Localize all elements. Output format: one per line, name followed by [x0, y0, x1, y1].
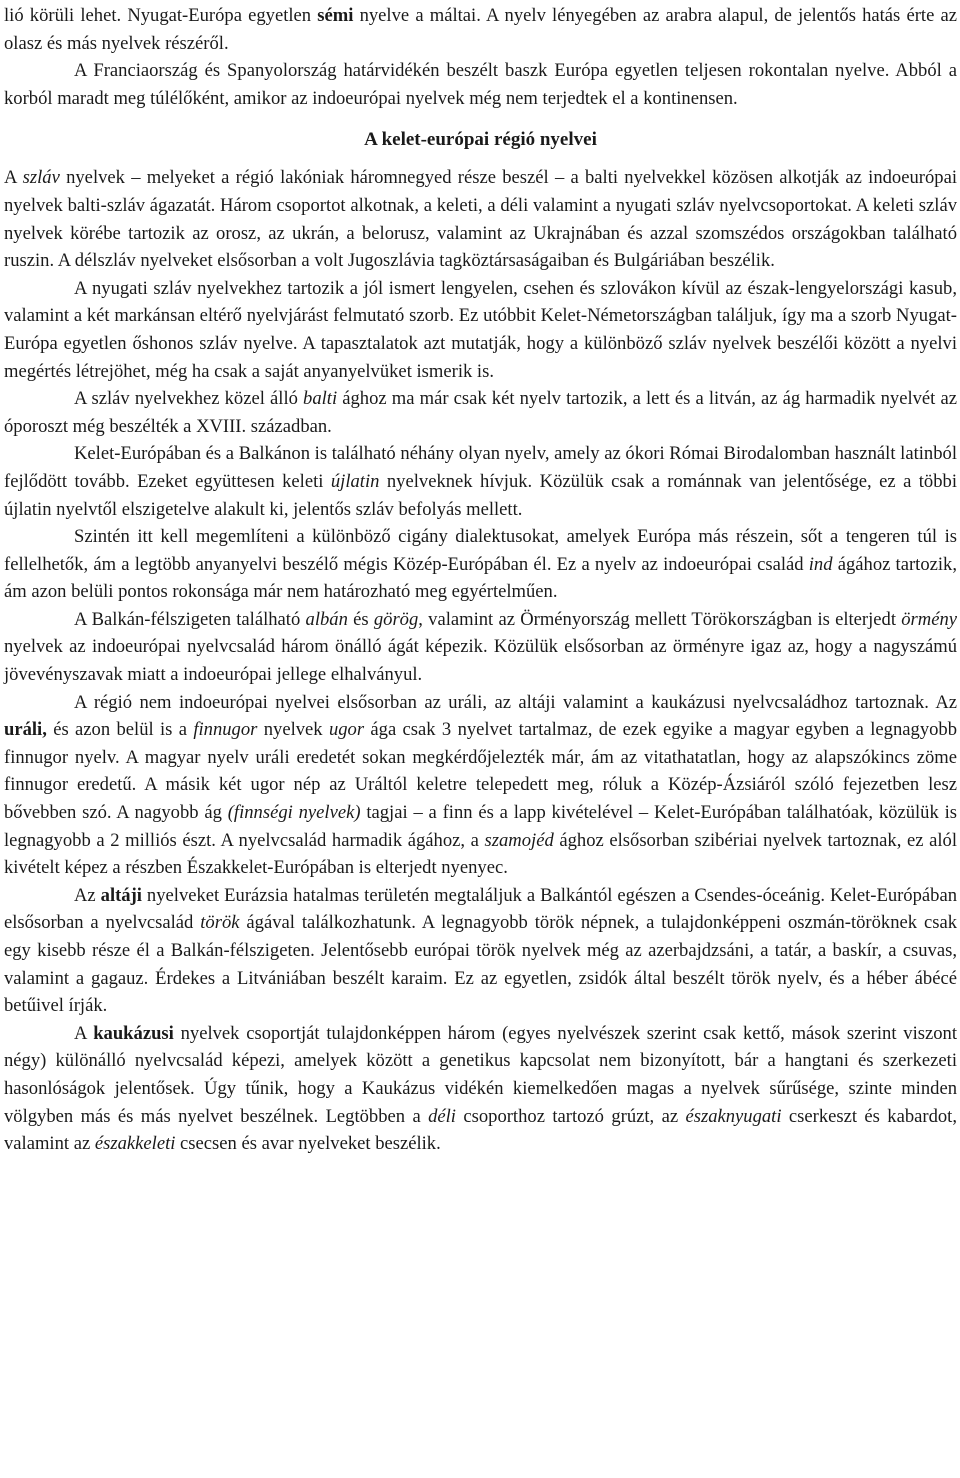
body-section: [4, 164, 957, 1157]
text-segment: és: [347, 608, 374, 630]
italic-term: finnugor: [193, 719, 258, 741]
text-segment: Kelet-Európában és a Balkánon is található néhány olyan nyelv, amely az ókori Római Birodalomban használt latinból fejlődött tovább. Ezeket együttesen keleti: [4, 443, 957, 492]
intro-paragraph-2: [4, 57, 957, 112]
italic-term: ugor: [328, 719, 365, 741]
text-segment: ágával találkozhatunk. A legnagyobb török népnek, a tulajdonképpeni oszmán-töröknek csak egy kisebb része él a Balkán-félszigeten. Jelentősebb európai török nyelvek még az azerbajdzsáni, a tatár, a baskír, a csuvas, valamint a gagauz. Érdekes a Litvániában beszélt karaim. Ez az egyetlen, zsidók által beszélt török nyelv, és a héber ábécé betűivel írják.: [4, 912, 957, 1017]
italic-term: déli: [428, 1105, 456, 1127]
italic-term: újlatin: [330, 470, 380, 492]
text-segment: A: [4, 167, 23, 189]
text-segment: lió körüli lehet. Nyugat-Európa egyetlen: [4, 5, 318, 26]
text-segment: nyelvek az indoeurópai nyelvcsalád három önálló ágát képezik. Közülük elsősorban az örményre igaz az, hogy a nagyszámú jövevényszavak miatt a indoeurópai jellege elhalványul.: [4, 636, 957, 686]
text-segment: Szintén itt kell megemlíteni a különböző cigány dialektusokat, amelyek Európa más részein, sőt a tengeren túl is fellelhetők, ám a legtöbb anyanyelvi beszélő mégis Közép-Európában él. Ez a nyelv az indoeurópai család: [4, 526, 957, 575]
text-segment: A nyugati szláv nyelvekhez tartozik a jól ismert lengyelen, csehen és szlovákon kívül az észak-lengyelországi kasub, valamint a két markánsan eltérő nyelvjárást felmutató szorb. Ez utóbbit Kelet-Németországban találjuk, így ma a szorb Nyugat-Európa egyetlen őshonos szláv nyelve. A tapasztalatok azt mutatják, hogy a különböző szláv nyelvek beszélői között a nyelvi megértés létrejöhet, még ha csak a saját anyanyelvüket ismerik is.: [4, 277, 957, 382]
bold-term: altáji: [100, 884, 142, 906]
paragraph-baltic: [4, 385, 957, 440]
bold-term-semi: sémi: [317, 5, 354, 26]
paragraph-caucasian: [4, 1020, 957, 1158]
paragraph-uralic: [4, 689, 957, 882]
text-segment: nyelvek: [257, 719, 329, 741]
italic-term: török: [200, 912, 240, 934]
italic-term: (finnségi nyelvek): [227, 802, 361, 824]
paragraph-romance: [4, 440, 957, 523]
paragraph-altaic: [4, 882, 957, 1020]
intro-paragraph-1: [4, 2, 957, 57]
text-segment: nyelveket Eurázsia hatalmas területén megtaláljuk a Balkántól egészen a Csendes-óceánig. Kelet-Európában elsősorban a nyelvcsalád: [4, 884, 957, 934]
bold-term: kaukázusi: [93, 1022, 174, 1044]
text-segment: ághoz ma már csak két nyelv tartozik, a lett és a litván, az ág harmadik nyelvét az óporoszt még beszélték a XVIII. században.: [4, 388, 957, 437]
italic-term: ind: [808, 553, 833, 575]
text-segment: nyelvek – melyeket a régió lakóniak háromnegyed része beszél – a balti nyelvekkel közösen alkotják az indoeurópai nyelvek balti-szláv ágazatát. Három csoportot alkotnak, a keleti, a déli valamint a nyugati szláv nyelvcsoportokat. A keleti szláv nyelvek körébe tartozik az orosz, az ukrán, a belorusz, valamint az Ukrajnában és azzal szomszédos országokban található ruszin. A délszláv nyelveket elsősorban a volt Jugoszlávia tagköztársaságaiban és Bulgáriában beszélik.: [4, 167, 957, 272]
intro-section: [4, 2, 957, 112]
italic-term: görög: [373, 608, 419, 630]
section-heading: A kelet-európai régió nyelvei: [364, 129, 597, 151]
text-segment: ághoz elsősorban szibériai nyelvek tartoznak, ez alól kivételt képez a részben Északkelet-Európában is elterjedt nyenyec.: [4, 829, 957, 879]
paragraph-balkan: [4, 606, 957, 689]
text-segment: nyelveknek hívjuk. Közülük csak a románnak van jelentősége, ez a többi újlatin nyelvtől elszigetelve alakult ki, jelentős szláv befolyás mellett.: [4, 470, 957, 520]
italic-term: szamojéd: [484, 829, 554, 851]
text-segment: A Balkán-félszigeten található: [74, 608, 306, 630]
italic-term: albán: [305, 608, 348, 630]
text-segment: Az: [74, 884, 101, 906]
paragraph-slavic: [4, 164, 957, 274]
text-segment: , valamint az Örményország mellett Törökországban is elterjedt: [418, 608, 902, 630]
italic-term: örmény: [901, 608, 958, 630]
italic-term: balti: [303, 388, 338, 410]
italic-term: északnyugati: [685, 1105, 782, 1127]
text-segment: nyelvek csoportját tulajdonképpen három (egyes nyelvészek szerint csak kettő, mások szerint viszont négy) különálló nyelvcsalád képezi, amelyek között a genetikus kapcsolat nem bizonyított, bár a hangtani és szerkezeti hasonlóságok jelentősek. Úgy tűnik, hogy a Kaukázus vidékén kiemelkedően magas a nyelvek sűrűsége, szinte minden völgyben más és más nyelvet beszélnek. Legtöbben a: [4, 1022, 957, 1127]
text-segment: nyelve a máltai. A nyelv lényegében az arabra alapul, de jelentős hatás érte az olasz és más nyelvek részéről.: [4, 5, 957, 54]
text-segment: csoporthoz tartozó grúzt, az: [455, 1105, 686, 1127]
text-segment: ágához tartozik, ám azon belüli pontos rokonsága már nem határozható meg egyértelműen.: [4, 553, 957, 603]
bold-term: uráli,: [4, 719, 47, 741]
italic-term: szláv: [22, 167, 60, 189]
text-segment: és azon belül is a: [46, 719, 194, 741]
text-segment: A Franciaország és Spanyolország határvidékén beszélt baszk Európa egyetlen teljesen rokontalan nyelve. Abból a korból maradt meg túlélőként, amikor az indoeurópai nyelvek még nem terjedtek el a kontinensen.: [4, 60, 957, 109]
paragraph-west-slavic: [4, 275, 957, 385]
text-segment: tagjai – a finn és a lapp kivételével – Kelet-Európában találhatóak, közülük is legnagyobb a 2 milliós észt. A nyelvcsalád harmadik ágához, a: [4, 802, 957, 851]
text-segment: A régió nem indoeurópai nyelvei elsősorban az uráli, az altáji valamint a kaukázusi nyelvcsaládhoz tartoznak. Az: [74, 691, 957, 713]
text-segment: cserkeszt és kabardot, valamint az: [4, 1105, 957, 1155]
text-segment: ága csak 3 nyelvet tartalmaz, de ezek egyike a magyar egyben a legnagyobb finnugor nyelv. A magyar nyelv uráli eredetét sokan megkérdőjelezték már, ám az vitathatatlan, hogy az alapszókincs zöme finnugor eredetű. A másik két ugor nép az Uráltól keletre telepedett meg, róluk a Közép-Ázsiáról szóló fejezetben lesz bővebben szó. A nagyobb ág: [4, 719, 958, 824]
paragraph-romani: [4, 523, 957, 606]
text-segment: A: [74, 1022, 94, 1044]
italic-term: északkeleti: [94, 1133, 176, 1155]
text-segment: A szláv nyelvekhez közel álló: [74, 388, 304, 410]
text-segment: csecsen és avar nyelveket beszélik.: [175, 1133, 441, 1155]
